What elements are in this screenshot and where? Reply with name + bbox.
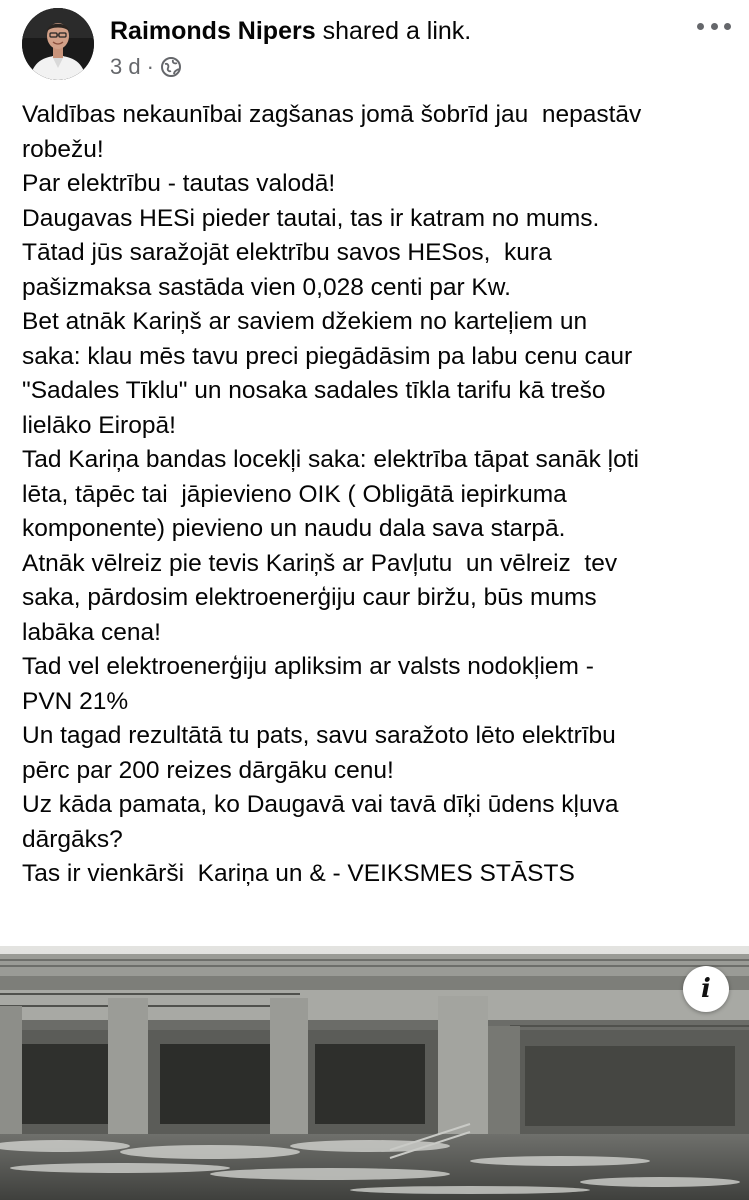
post-text-line: Atnāk vēlreiz pie tevis Kariņš ar Pavļutu un vēlreiz tev [22,549,618,577]
post-text-line: pašizmaksa sastāda vien 0,028 centi par Kw. [22,273,511,301]
post-text-line: komponente) pievieno un naudu dala sava starpā. [22,515,566,542]
post-text-line: Bet atnāk Kariņš ar saviem džekiem no karteļiem un [22,308,588,335]
hydroelectric-dam-photo [0,946,749,1200]
post-text-line: pērc par 200 reizes dārgāku cenu! [22,756,394,784]
post-timestamp[interactable]: 3 d [110,54,141,79]
post-text-line: dārgāks? [22,825,123,853]
post-text-line: Tātad jūs saražojāt elektrību savos HESos, kura [22,239,552,266]
author-name-link[interactable]: Raimonds Nipers [110,17,316,45]
avatar-photo [22,8,94,80]
globe-icon [160,56,182,78]
post-action-text: shared a link. [322,17,472,45]
post-text-line: "Sadales Tīklu" un nosaka sadales tīkla tarifu kā trešo [22,377,606,404]
post-text-line: Uz kāda pamata, ko Daugavā vai tavā dīķi ūdens kļuva [22,791,619,818]
post-text-line: robežu! [22,135,104,163]
post-text-line: Tad Kariņa bandas locekļi saka: elektrība tāpat sanāk ļoti [22,446,639,473]
meta-separator: · [146,54,154,79]
post-text [22,98,734,892]
author-avatar[interactable] [22,8,94,80]
post-author-line [110,15,471,47]
post-text-line: Daugavas HESi pieder tautai, tas ir katram no mums. [22,204,600,232]
post-text-line: Tad vel elektroenerģiju apliksim ar valsts nodokļiem - [22,653,594,680]
post-text-line: lielāko Eiropā! [22,411,176,439]
post-meta [110,53,182,81]
link-preview-image[interactable] [0,946,749,1200]
post-text-line: Par elektrību - tautas valodā! [22,170,336,197]
post-text-line: PVN 21% [22,687,129,715]
post-text-line: Un tagad rezultātā tu pats, savu saražoto lēto elektrību [22,722,616,749]
post-text-line: Tas ir vienkārši Kariņa un & - VEIKSMES STĀSTS [22,860,575,887]
post-text-line: saka, pārdosim elektroenerģiju caur biržu, būs mums [22,584,597,611]
post-text-line: lēta, tāpēc tai jāpievieno OIK ( Obligātā iepirkuma [22,480,567,508]
post-text-line: labāka cena! [22,618,161,646]
post-header [0,0,749,90]
info-icon[interactable]: i [683,966,729,1012]
more-options-icon[interactable] [697,14,731,38]
post-text-line: saka: klau mēs tavu preci piegādāsim pa labu cenu caur [22,342,633,370]
post-text-line: Valdības nekaunībai zagšanas jomā šobrīd jau nepastāv [22,101,642,128]
